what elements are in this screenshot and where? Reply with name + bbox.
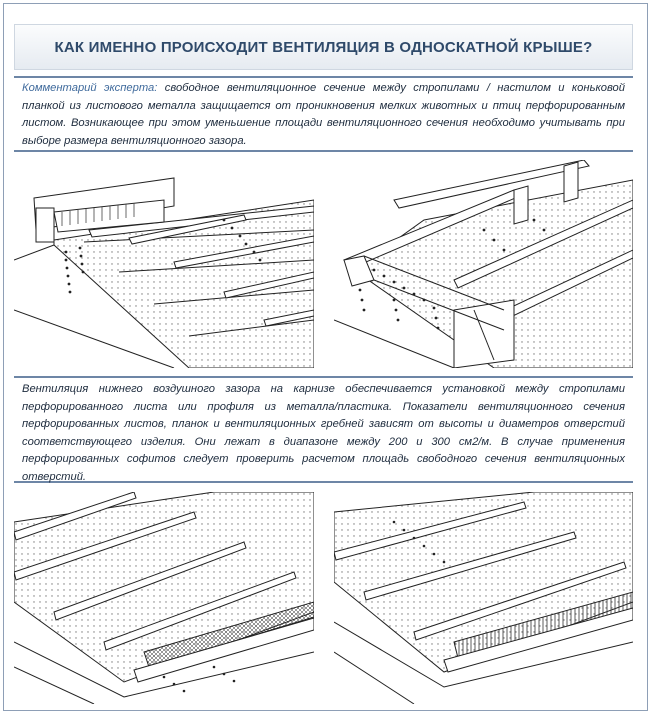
ridge-vent-illustration — [14, 160, 314, 368]
title-bar — [14, 24, 633, 70]
comment-label: Комментарий эксперта: — [22, 82, 158, 94]
eaves-ventilation-text — [14, 376, 633, 483]
body-paragraph: Вентиляция нижнего воздушного зазора на карнизе обеспечивается установкой между стропилами перфорированного листа или профиля из металла/пластика. Показатели вентиляционного сечения перфорированных листов, планок и вентиляционных гребней зависят от высоты и диаметров отверстий соответствующего изделия. Они лежат в диапазоне между 200 и 300 см2/м. В случае применения перфорированных софитов следует проверить расчетом площадь свободного сечения вентиляционных отверстий. — [22, 383, 625, 483]
eaves-profile-illustration-right — [334, 492, 633, 704]
page-title: КАК ИМЕННО ПРОИСХОДИТ ВЕНТИЛЯЦИЯ В ОДНОСКАТНОЙ КРЫШЕ? — [54, 38, 593, 56]
comment-text: свободное вентиляционное сечение между стропилами / настилом и коньковой планкой из листового металла защищается от проникновения мелких животных и птиц перфорированным листом. Возникающее при этом уменьшение площади вентиляционного сечения необходимо учитывать при выборе размера вентиляционного зазора. — [22, 82, 625, 147]
expert-comment — [14, 76, 633, 152]
eaves-rafter-illustration — [334, 160, 633, 368]
eaves-profile-illustration-left — [14, 492, 314, 704]
